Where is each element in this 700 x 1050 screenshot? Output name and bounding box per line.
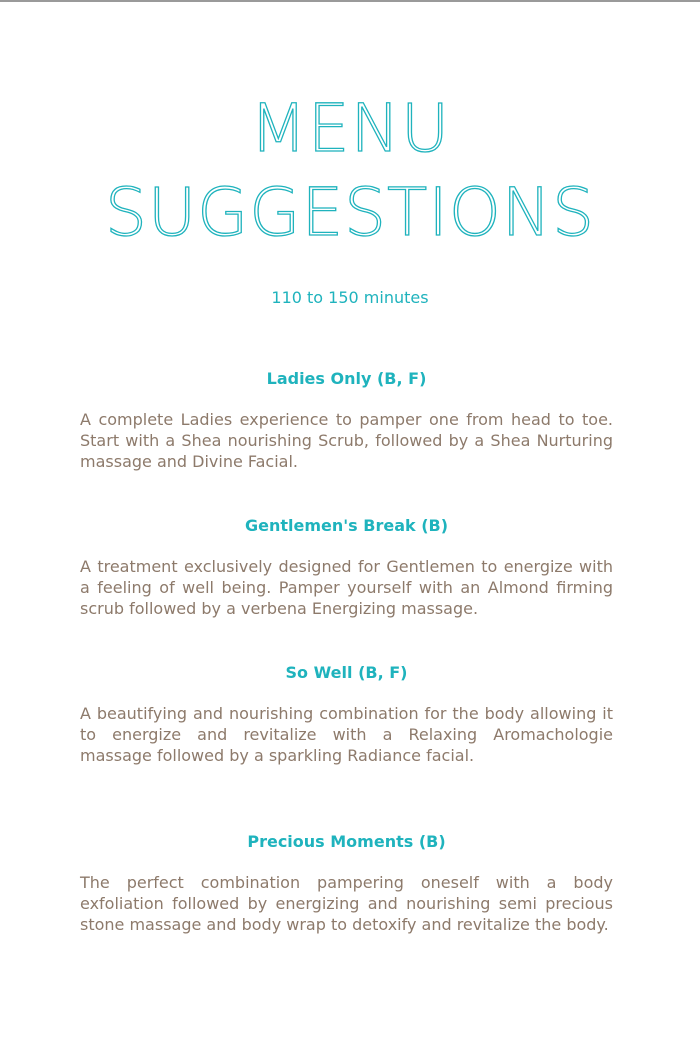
menu-item-so-well [80, 662, 613, 766]
menu-item-description: A treatment exclusively designed for Gentlemen to energize with a feeling of well being. Pamper yourself with an Almond firming scrub followed by a verbena Energizing massage. [80, 557, 613, 618]
page-title-menu: MENU [249, 90, 451, 167]
menu-item-description: A complete Ladies experience to pamper one from head to toe. Start with a Shea nourishing Scrub, followed by a Shea Nurturing massage and Divine Facial. [80, 410, 613, 471]
page-title-suggestions: SUGGESTIONS [104, 174, 596, 251]
menu-item-title: Ladies Only (B, F) [266, 369, 427, 388]
menu-item-title: So Well (B, F) [285, 663, 408, 682]
menu-item-ladies-only [80, 368, 613, 472]
duration-subtitle: 110 to 150 minutes [271, 288, 429, 307]
page-title-line-2 [0, 174, 700, 251]
menu-item-description: A beautifying and nourishing combination for the body allowing it to energize and revitalize with a Relaxing Aromachologie massage followed by a sparkling Radiance facial. [80, 704, 613, 765]
menu-item-title: Gentlemen's Break (B) [244, 516, 449, 535]
menu-item-precious-moments [80, 831, 613, 935]
menu-item-title: Precious Moments (B) [247, 832, 446, 851]
menu-item-description: The perfect combination pampering oneself with a body exfoliation followed by energizing and nourishing semi precious stone massage and body wrap to detoxify and revitalize the body. [80, 873, 613, 934]
menu-item-gentlemens-break [80, 515, 613, 619]
page-title-line-1 [0, 90, 700, 167]
top-divider [0, 0, 700, 2]
